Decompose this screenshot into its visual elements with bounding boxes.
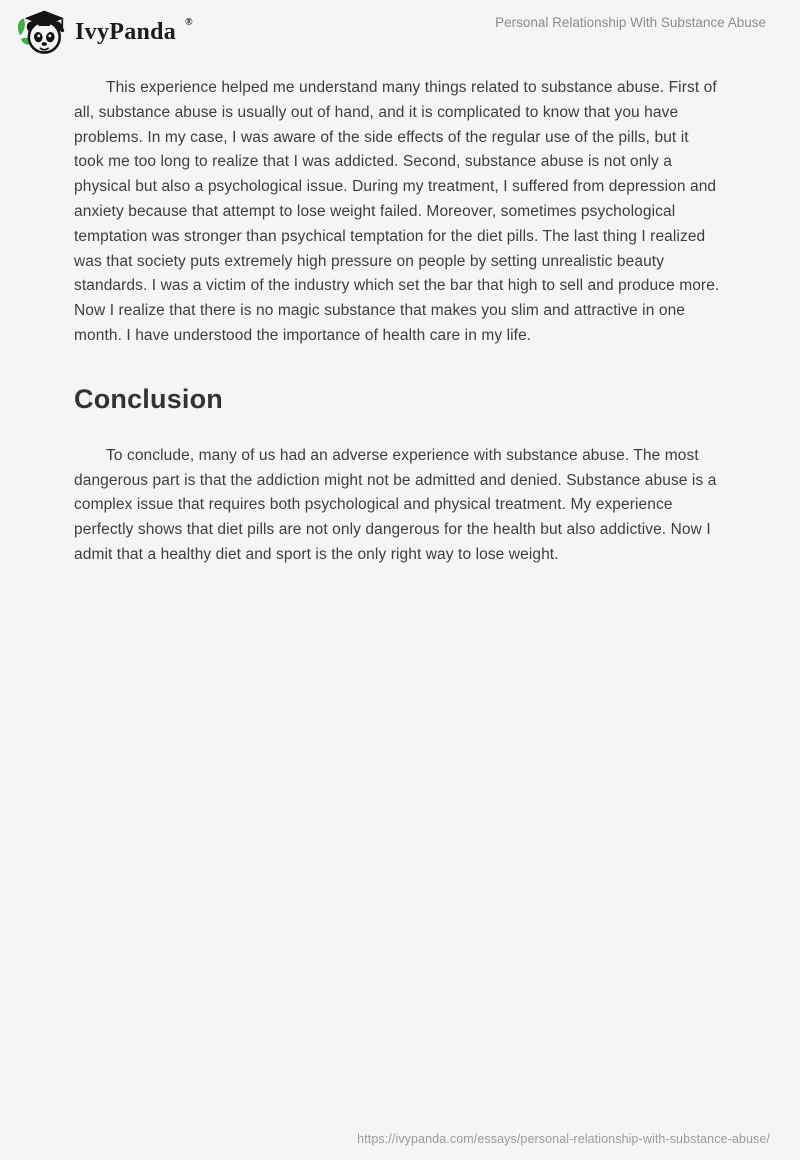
page-title: Personal Relationship With Substance Abuse: [495, 15, 766, 30]
ivypanda-logo-icon: [14, 8, 66, 56]
source-url: https://ivypanda.com/essays/personal-relationship-with-substance-abuse/: [357, 1132, 770, 1146]
body-paragraph: To conclude, many of us had an adverse experience with substance abuse. The most dangerous part is that the addiction might not be admitted and denied. Substance abuse is a complex issue that requires both psychological and physical treatment. My experience perfectly shows that diet pills are not only dangerous for the health but also addictive. Now I admit that a healthy diet and sport is the only right way to lose weight.: [74, 446, 717, 563]
brand: [14, 8, 193, 56]
conclusion-heading: Conclusion: [74, 383, 223, 414]
body-paragraph: This experience helped me understand many things related to substance abuse. First of all, substance abuse is usually out of hand, and it is complicated to know that you have problems. In my case, I was aware of the side effects of the regular use of the pills, but it took me too long to realize that I was addicted. Second, substance abuse is not only a physical but also a psychological issue. During my treatment, I suffered from depression and anxiety because that attempt to lose weight failed. Moreover, sometimes psychological temptation was stronger than psychical temptation for the diet pills. The last thing I realized was that society puts extremely high pressure on people by setting unrealistic beauty standards. I was a victim of the industry which set the bar that high to sell and produce more. Now I realize that there is no magic substance that makes you slim and attractive in one month. I have understood the importance of health care in my life.: [74, 79, 720, 344]
page-header: [0, 0, 800, 56]
brand-name: IvyPanda: [75, 19, 177, 45]
article-body: [0, 56, 800, 568]
registered-trademark: ®: [185, 16, 193, 28]
